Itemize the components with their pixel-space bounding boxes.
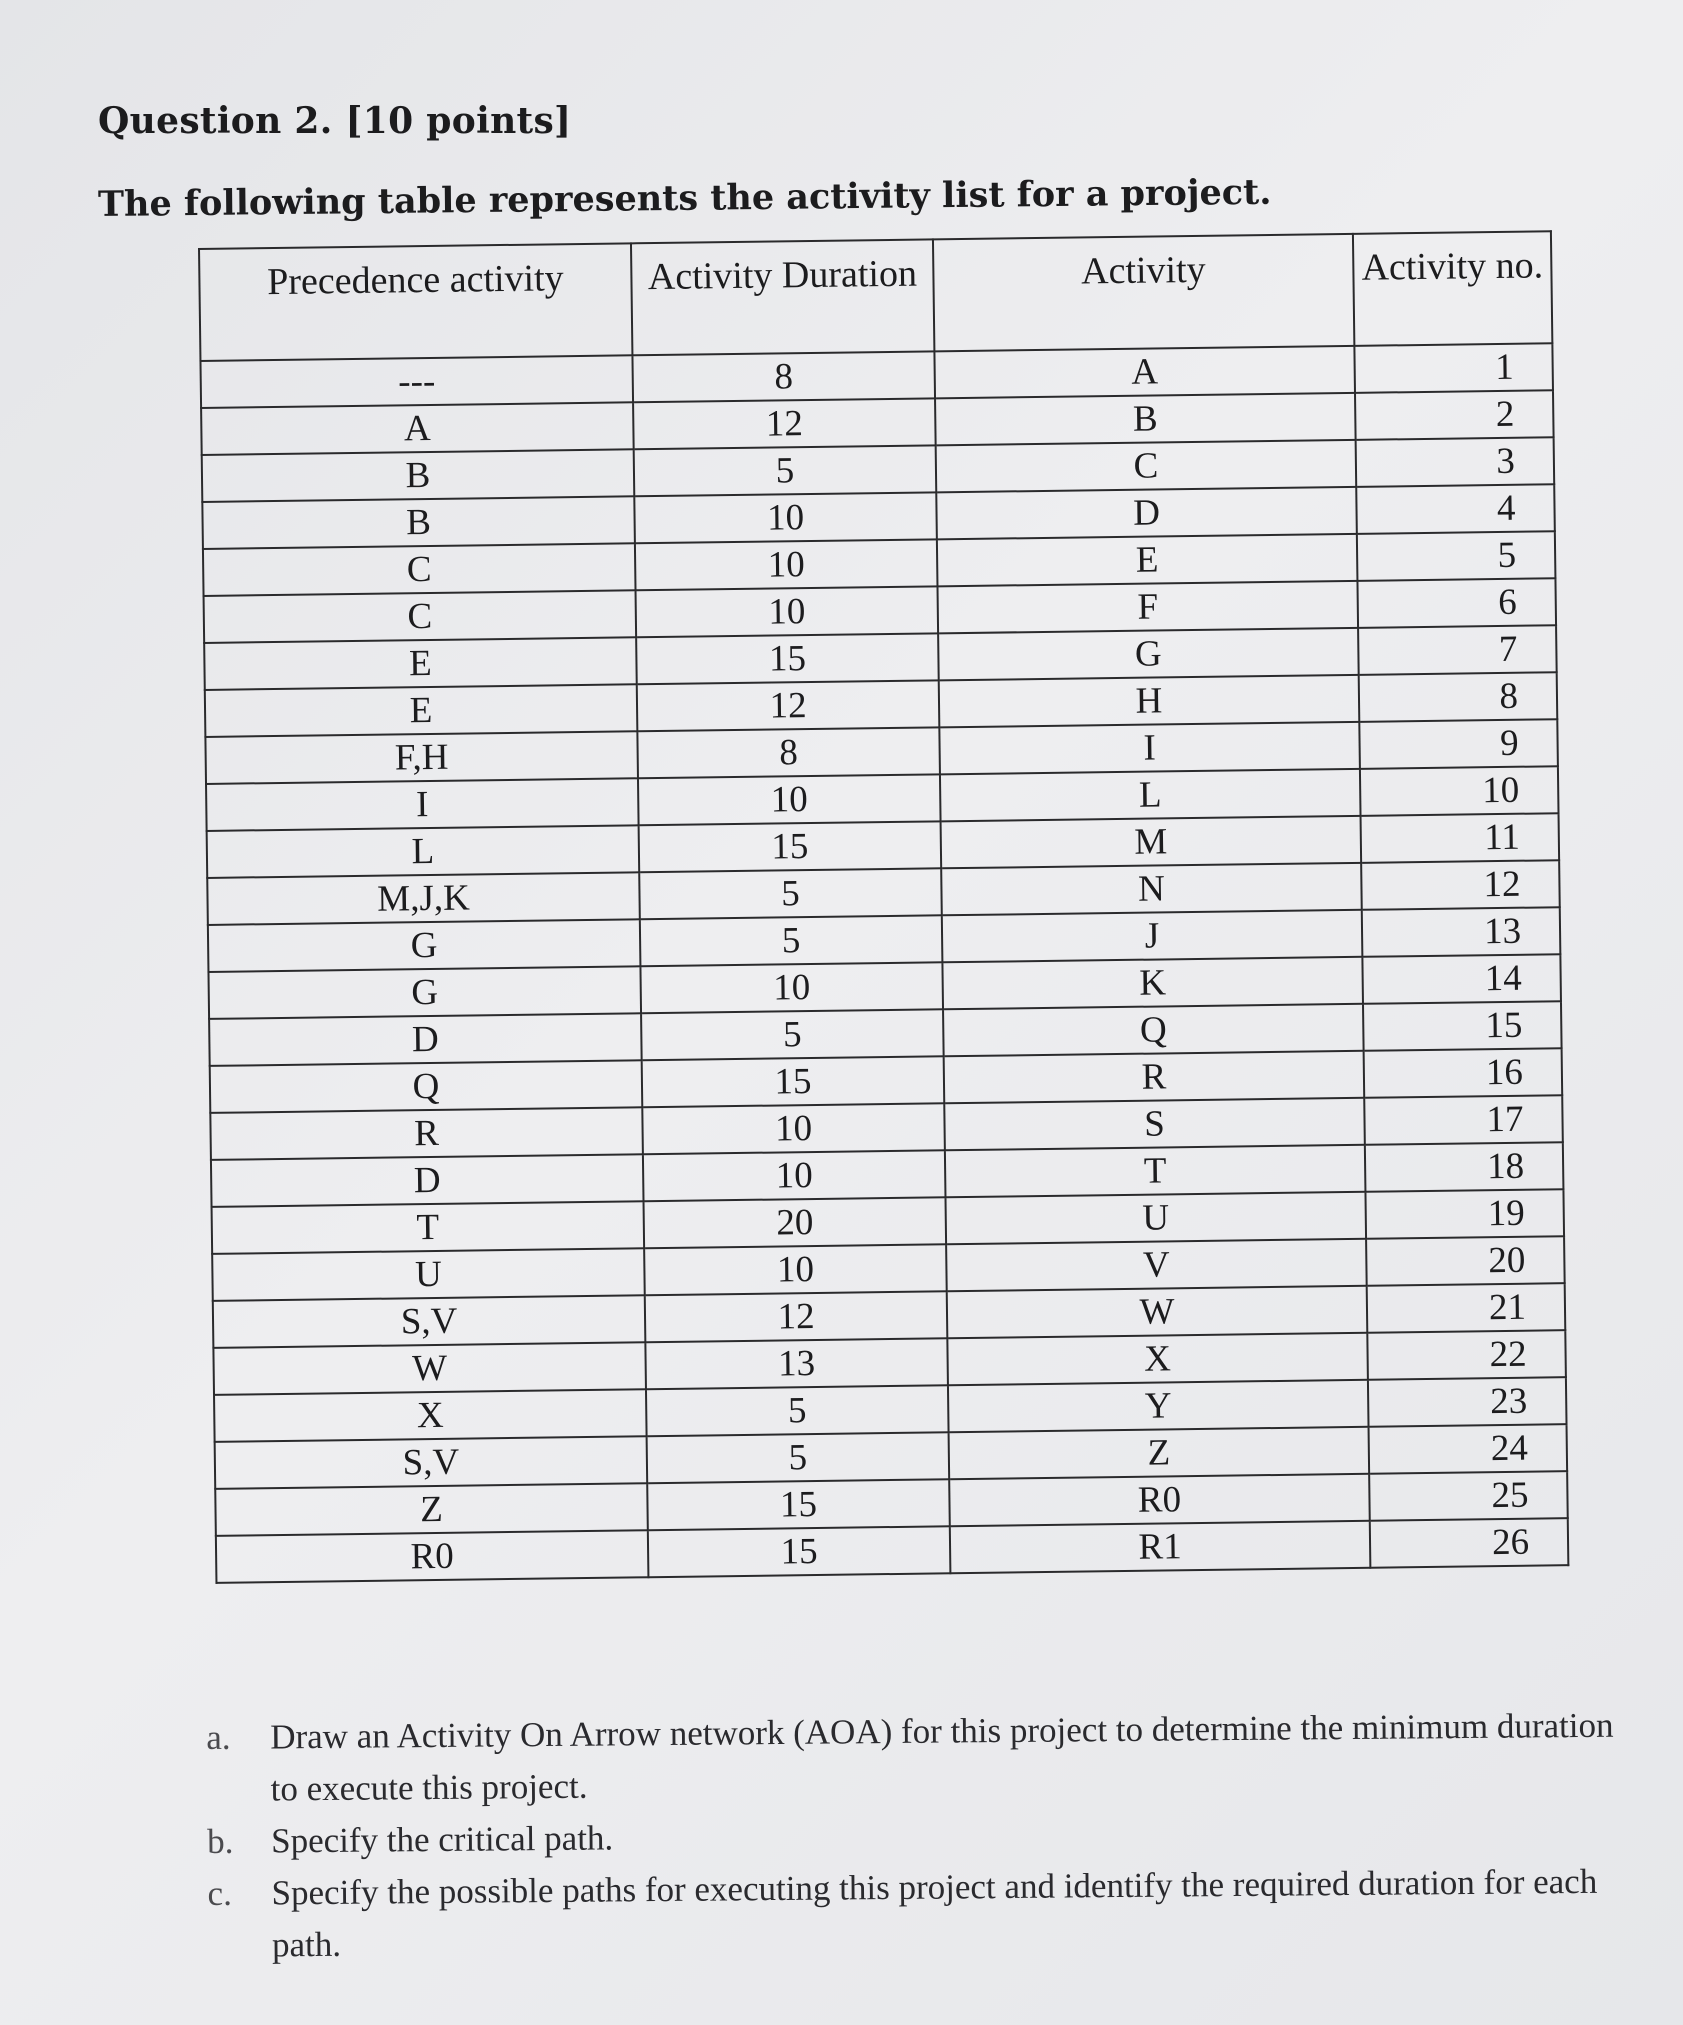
cell-duration: 5 [641,1009,944,1060]
cell-activity: A [934,346,1355,398]
cell-activity-no: 10 [1360,766,1559,816]
cell-duration: 10 [640,962,943,1013]
activity-table [198,230,1569,1584]
cell-activity: K [942,957,1363,1009]
cell-activity-no: 26 [1370,1518,1569,1568]
question-intro: The following table represents the activity list for a project. [97,171,1272,225]
cell-duration: 12 [633,398,936,449]
cell-precedence: B [202,449,635,502]
cell-duration: 10 [634,492,937,543]
cell-activity: U [945,1192,1366,1244]
cell-precedence: G [208,966,641,1019]
cell-activity: H [939,675,1360,727]
cell-duration: 20 [644,1197,947,1248]
cell-duration: 13 [645,1338,948,1389]
cell-precedence: I [206,778,639,831]
cell-activity: Q [943,1004,1364,1056]
cell-duration: 10 [636,586,939,637]
question-parts-list [206,1699,1648,1972]
cell-activity-no: 21 [1367,1283,1566,1333]
cell-activity-no: 22 [1367,1330,1566,1380]
cell-duration: 15 [648,1526,951,1577]
cell-duration: 15 [636,633,939,684]
header-activity: Activity [933,234,1354,351]
cell-activity-no: 9 [1359,719,1558,769]
cell-precedence: W [213,1342,646,1395]
cell-activity-no: 6 [1357,578,1556,628]
cell-precedence: B [202,496,635,549]
cell-duration: 5 [639,868,942,919]
table-body [200,343,1568,1583]
cell-duration: 5 [647,1432,950,1483]
cell-activity-no: 7 [1358,625,1557,675]
cell-activity: S [944,1098,1365,1150]
question-part [206,1699,1647,1816]
cell-activity-no: 19 [1365,1189,1564,1239]
cell-activity: Z [949,1427,1370,1479]
cell-precedence: T [212,1201,645,1254]
cell-duration: 10 [638,774,941,825]
cell-activity-no: 23 [1368,1377,1567,1427]
header-duration: Activity Duration [631,239,934,355]
cell-precedence: E [205,684,638,737]
cell-precedence: A [201,402,634,455]
cell-activity: W [947,1286,1368,1338]
question-part-marker: c. [207,1873,233,1913]
cell-activity: I [939,722,1360,774]
cell-precedence: R [210,1107,643,1160]
cell-duration: 5 [634,445,937,496]
question-part-marker: b. [206,1821,234,1861]
cell-activity-no: 16 [1364,1048,1563,1098]
cell-precedence: S,V [213,1295,646,1348]
cell-precedence: S,V [215,1436,648,1489]
cell-activity-no: 25 [1369,1471,1568,1521]
cell-activity: B [935,393,1356,445]
question-part-text: Specify the critical path. [270,1818,614,1861]
cell-activity-no: 8 [1359,672,1558,722]
cell-duration: 15 [639,821,942,872]
cell-activity: C [936,440,1357,492]
cell-activity-no: 17 [1364,1095,1563,1145]
cell-precedence: X [214,1389,647,1442]
cell-duration: 12 [637,680,940,731]
cell-precedence: F,H [205,731,638,784]
header-precedence: Precedence activity [199,243,632,361]
cell-duration: 8 [637,727,940,778]
question-part-text: Specify the possible paths for executing this project and identify the required duration for each path. [271,1861,1598,1965]
cell-activity: M [941,816,1362,868]
question-part [207,1855,1648,1972]
cell-precedence: D [209,1013,642,1066]
question-title: Question 2. [10 points] [98,100,572,142]
cell-activity-no: 2 [1355,390,1554,440]
cell-duration: 8 [632,351,935,402]
cell-duration: 12 [645,1291,948,1342]
cell-activity-no: 5 [1357,531,1556,581]
cell-activity: R [944,1051,1365,1103]
table-header-row [199,231,1552,361]
cell-activity-no: 4 [1356,484,1555,534]
question-part-text: Draw an Activity On Arrow network (AOA) for this project to determine the minimum duration to execute this project. [270,1705,1614,1809]
cell-precedence: D [211,1154,644,1207]
header-activity-no: Activity no. [1353,231,1552,346]
cell-activity-no: 13 [1362,907,1561,957]
cell-activity: F [937,581,1358,633]
cell-precedence: U [212,1248,645,1301]
cell-activity-no: 24 [1369,1424,1568,1474]
cell-precedence: L [207,825,640,878]
cell-activity: R1 [950,1521,1371,1573]
cell-precedence: C [203,543,636,596]
cell-activity-no: 20 [1366,1236,1565,1286]
cell-activity-no: 3 [1356,437,1555,487]
cell-activity-no: 1 [1354,343,1553,393]
cell-duration: 10 [643,1150,946,1201]
cell-activity: J [942,910,1363,962]
cell-precedence: Q [210,1060,643,1113]
cell-activity: V [946,1239,1367,1291]
activity-table-container [198,230,1567,1584]
cell-precedence: C [204,590,637,643]
cell-duration: 5 [640,915,943,966]
cell-precedence: Z [215,1483,648,1536]
cell-duration: 10 [642,1103,945,1154]
cell-activity-no: 15 [1363,1001,1562,1051]
cell-activity: X [947,1333,1368,1385]
cell-duration: 5 [646,1385,949,1436]
cell-precedence: E [204,637,637,690]
cell-activity-no: 12 [1361,860,1560,910]
cell-duration: 10 [644,1244,947,1295]
cell-activity: Y [948,1380,1369,1432]
cell-duration: 15 [647,1479,950,1530]
cell-activity: G [938,628,1359,680]
cell-precedence: --- [200,355,633,408]
cell-activity: E [937,534,1358,586]
cell-activity: R0 [949,1474,1370,1526]
cell-duration: 10 [635,539,938,590]
question-part-marker: a. [206,1717,231,1757]
cell-precedence: M,J,K [207,872,640,925]
cell-precedence: R0 [216,1530,649,1583]
cell-duration: 15 [642,1056,945,1107]
cell-activity: D [936,487,1357,539]
cell-precedence: G [208,919,641,972]
cell-activity-no: 11 [1361,813,1560,863]
cell-activity: N [941,863,1362,915]
cell-activity-no: 18 [1365,1142,1564,1192]
cell-activity: T [945,1145,1366,1197]
cell-activity: L [940,769,1361,821]
cell-activity-no: 14 [1362,954,1561,1004]
